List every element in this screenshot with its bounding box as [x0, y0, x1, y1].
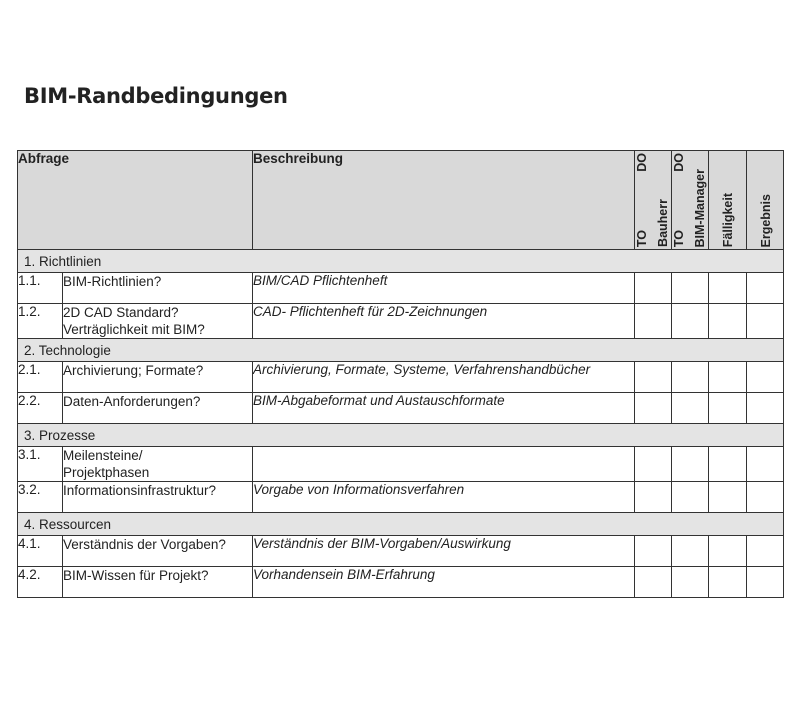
cell-todo-bauherr[interactable]	[635, 362, 672, 393]
cell-faelligkeit[interactable]	[709, 536, 747, 567]
table-row	[18, 567, 784, 598]
row-number: 2.1.	[18, 362, 63, 393]
cell-faelligkeit[interactable]	[709, 567, 747, 598]
header-abfrage: Abfrage	[18, 151, 253, 250]
row-query: Informationsinfrastruktur?	[63, 482, 253, 513]
header-todo-bim-to: TO	[672, 229, 687, 247]
row-number: 1.1.	[18, 273, 63, 304]
table-row	[18, 536, 784, 567]
header-ergebnis-label: Ergebnis	[759, 193, 774, 247]
section-title: 3. Prozesse	[18, 424, 784, 447]
cell-todo-bim-manager[interactable]	[672, 393, 709, 424]
row-number: 3.2.	[18, 482, 63, 513]
row-number: 3.1.	[18, 447, 63, 482]
cell-todo-bim-manager[interactable]	[672, 567, 709, 598]
header-row	[18, 151, 784, 250]
row-description: CAD- Pflichtenheft für 2D-Zeichnungen	[253, 304, 635, 339]
cell-ergebnis[interactable]	[747, 393, 784, 424]
row-description: Vorhandensein BIM-Erfahrung	[253, 567, 635, 598]
cell-ergebnis[interactable]	[747, 447, 784, 482]
row-description: BIM-Abgabeformat und Austauschformate	[253, 393, 635, 424]
row-query: BIM-Richtlinien?	[63, 273, 253, 304]
cell-ergebnis[interactable]	[747, 536, 784, 567]
cell-faelligkeit[interactable]	[709, 447, 747, 482]
section-title: 1. Richtlinien	[18, 250, 784, 273]
row-description: Archivierung, Formate, Systeme, Verfahrenshandbücher	[253, 362, 635, 393]
cell-faelligkeit[interactable]	[709, 304, 747, 339]
table-row	[18, 273, 784, 304]
cell-todo-bim-manager[interactable]	[672, 304, 709, 339]
section-row	[18, 250, 784, 273]
header-todo-bauherr-to: TO	[635, 229, 650, 247]
cell-todo-bim-manager[interactable]	[672, 536, 709, 567]
row-number: 4.2.	[18, 567, 63, 598]
cell-todo-bim-manager[interactable]	[672, 273, 709, 304]
cell-todo-bim-manager[interactable]	[672, 447, 709, 482]
section-title: 2. Technologie	[18, 339, 784, 362]
row-query: Meilensteine/ Projektphasen	[63, 447, 253, 482]
table-row	[18, 482, 784, 513]
header-bauherr: Bauherr	[656, 199, 671, 247]
header-todo-bauherr	[635, 151, 672, 250]
section-title: 4. Ressourcen	[18, 513, 784, 536]
cell-todo-bauherr[interactable]	[635, 567, 672, 598]
header-ergebnis	[747, 151, 784, 250]
cell-todo-bim-manager[interactable]	[672, 362, 709, 393]
cell-todo-bauherr[interactable]	[635, 536, 672, 567]
row-query: 2D CAD Standard? Verträglichkeit mit BIM?	[63, 304, 253, 339]
table-row	[18, 362, 784, 393]
row-query: BIM-Wissen für Projekt?	[63, 567, 253, 598]
bim-conditions-table	[17, 150, 784, 598]
row-description: Verständnis der BIM-Vorgaben/Auswirkung	[253, 536, 635, 567]
row-description: BIM/CAD Pflichtenheft	[253, 273, 635, 304]
header-beschreibung: Beschreibung	[253, 151, 635, 250]
row-description	[253, 447, 635, 482]
table-row	[18, 393, 784, 424]
cell-todo-bauherr[interactable]	[635, 273, 672, 304]
header-todo-bauherr-do: DO	[635, 153, 650, 172]
cell-todo-bauherr[interactable]	[635, 393, 672, 424]
cell-ergebnis[interactable]	[747, 567, 784, 598]
row-description: Vorgabe von Informationsverfahren	[253, 482, 635, 513]
cell-faelligkeit[interactable]	[709, 273, 747, 304]
header-bim-manager: BIM-Manager	[693, 168, 708, 247]
cell-todo-bauherr[interactable]	[635, 304, 672, 339]
cell-faelligkeit[interactable]	[709, 362, 747, 393]
cell-ergebnis[interactable]	[747, 304, 784, 339]
row-number: 1.2.	[18, 304, 63, 339]
cell-todo-bim-manager[interactable]	[672, 482, 709, 513]
header-todo-bim-manager	[672, 151, 709, 250]
cell-ergebnis[interactable]	[747, 273, 784, 304]
row-query: Verständnis der Vorgaben?	[63, 536, 253, 567]
table-row	[18, 304, 784, 339]
cell-todo-bauherr[interactable]	[635, 447, 672, 482]
cell-faelligkeit[interactable]	[709, 482, 747, 513]
header-faelligkeit	[709, 151, 747, 250]
section-row	[18, 513, 784, 536]
cell-ergebnis[interactable]	[747, 482, 784, 513]
page-title: BIM-Randbedingungen	[24, 84, 288, 108]
row-query: Archivierung; Formate?	[63, 362, 253, 393]
header-todo-bim-do: DO	[672, 153, 687, 172]
cell-faelligkeit[interactable]	[709, 393, 747, 424]
header-faelligkeit-label: Fälligkeit	[721, 192, 736, 247]
section-row	[18, 339, 784, 362]
cell-ergebnis[interactable]	[747, 362, 784, 393]
cell-todo-bauherr[interactable]	[635, 482, 672, 513]
row-number: 2.2.	[18, 393, 63, 424]
row-query: Daten-Anforderungen?	[63, 393, 253, 424]
section-row	[18, 424, 784, 447]
table-row	[18, 447, 784, 482]
row-number: 4.1.	[18, 536, 63, 567]
